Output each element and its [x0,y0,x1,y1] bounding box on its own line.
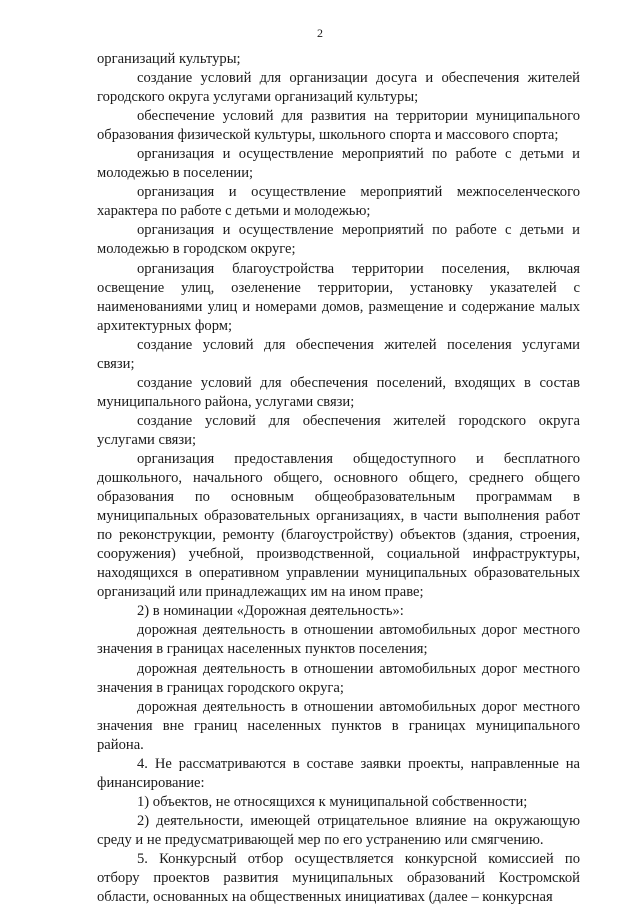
document-body [97,50,580,907]
paragraph: организация благоустройства территории поселения, включая освещение улиц, озеленение территории, установку указателей с наименованиями улиц и номерами домов, размещение и содержание малых архитектурных форм; [97,260,580,334]
paragraph: 4. Не рассматриваются в составе заявки проекты, направленные на финансирование: [97,755,580,791]
paragraph: организация предоставления общедоступного и бесплатного дошкольного, начального общего, основного общего, среднего общего образования по основным общеобразовательным программам в муниципальных образовательных организациях, в части выполнения работ по реконструкции, ремонту (благоустройству) объектов (здания, строения, сооружения) учебной, производственной, социальной инфраструктуры, находящихся в оперативном управлении муниципальных образовательных организаций или принадлежащих им на ином праве; [97,450,580,601]
paragraph: создание условий для обеспечения жителей городского округа услугами связи; [97,412,580,448]
paragraph: дорожная деятельность в отношении автомобильных дорог местного значения в границах городского округа; [97,660,580,696]
paragraph: организация и осуществление мероприятий межпоселенческого характера по работе с детьми и молодежью; [97,184,580,220]
paragraph: создание условий для организации досуга и обеспечения жителей городского округа услугами организаций культуры; [97,70,580,106]
paragraph: организация и осуществление мероприятий по работе с детьми и молодежью в городском округе; [97,222,580,258]
paragraph: создание условий для обеспечения поселений, входящих в состав муниципального района, услугами связи; [97,374,580,410]
paragraph: 1) объектов, не относящихся к муниципальной собственности; [137,793,528,810]
paragraph: организаций культуры; [97,51,241,67]
paragraph: 2) деятельности, имеющей отрицательное влияние на окружающую среду и не предусматривающей мер по его устранению или смягчению. [97,812,580,848]
paragraph: дорожная деятельность в отношении автомобильных дорог местного значения в границах населенных пунктов поселения; [97,622,580,658]
paragraph: дорожная деятельность в отношении автомобильных дорог местного значения вне границ населенных пунктов в границах муниципального района. [97,698,580,753]
paragraph: 5. Конкурсный отбор осуществляется конкурсной комиссией по отбору проектов развития муниципальных образований Костромской области, основанных на общественных инициативах (далее – конкурсная [97,850,580,906]
paragraph: обеспечение условий для развития на территории муниципального образования физической культуры, школьного спорта и массового спорта; [97,108,580,144]
paragraph: организация и осуществление мероприятий по работе с детьми и молодежью в поселении; [97,146,580,182]
page-number: 2 [317,26,323,40]
paragraph: создание условий для обеспечения жителей поселения услугами связи; [97,336,580,372]
paragraph: 2) в номинации «Дорожная деятельность»: [137,603,404,620]
